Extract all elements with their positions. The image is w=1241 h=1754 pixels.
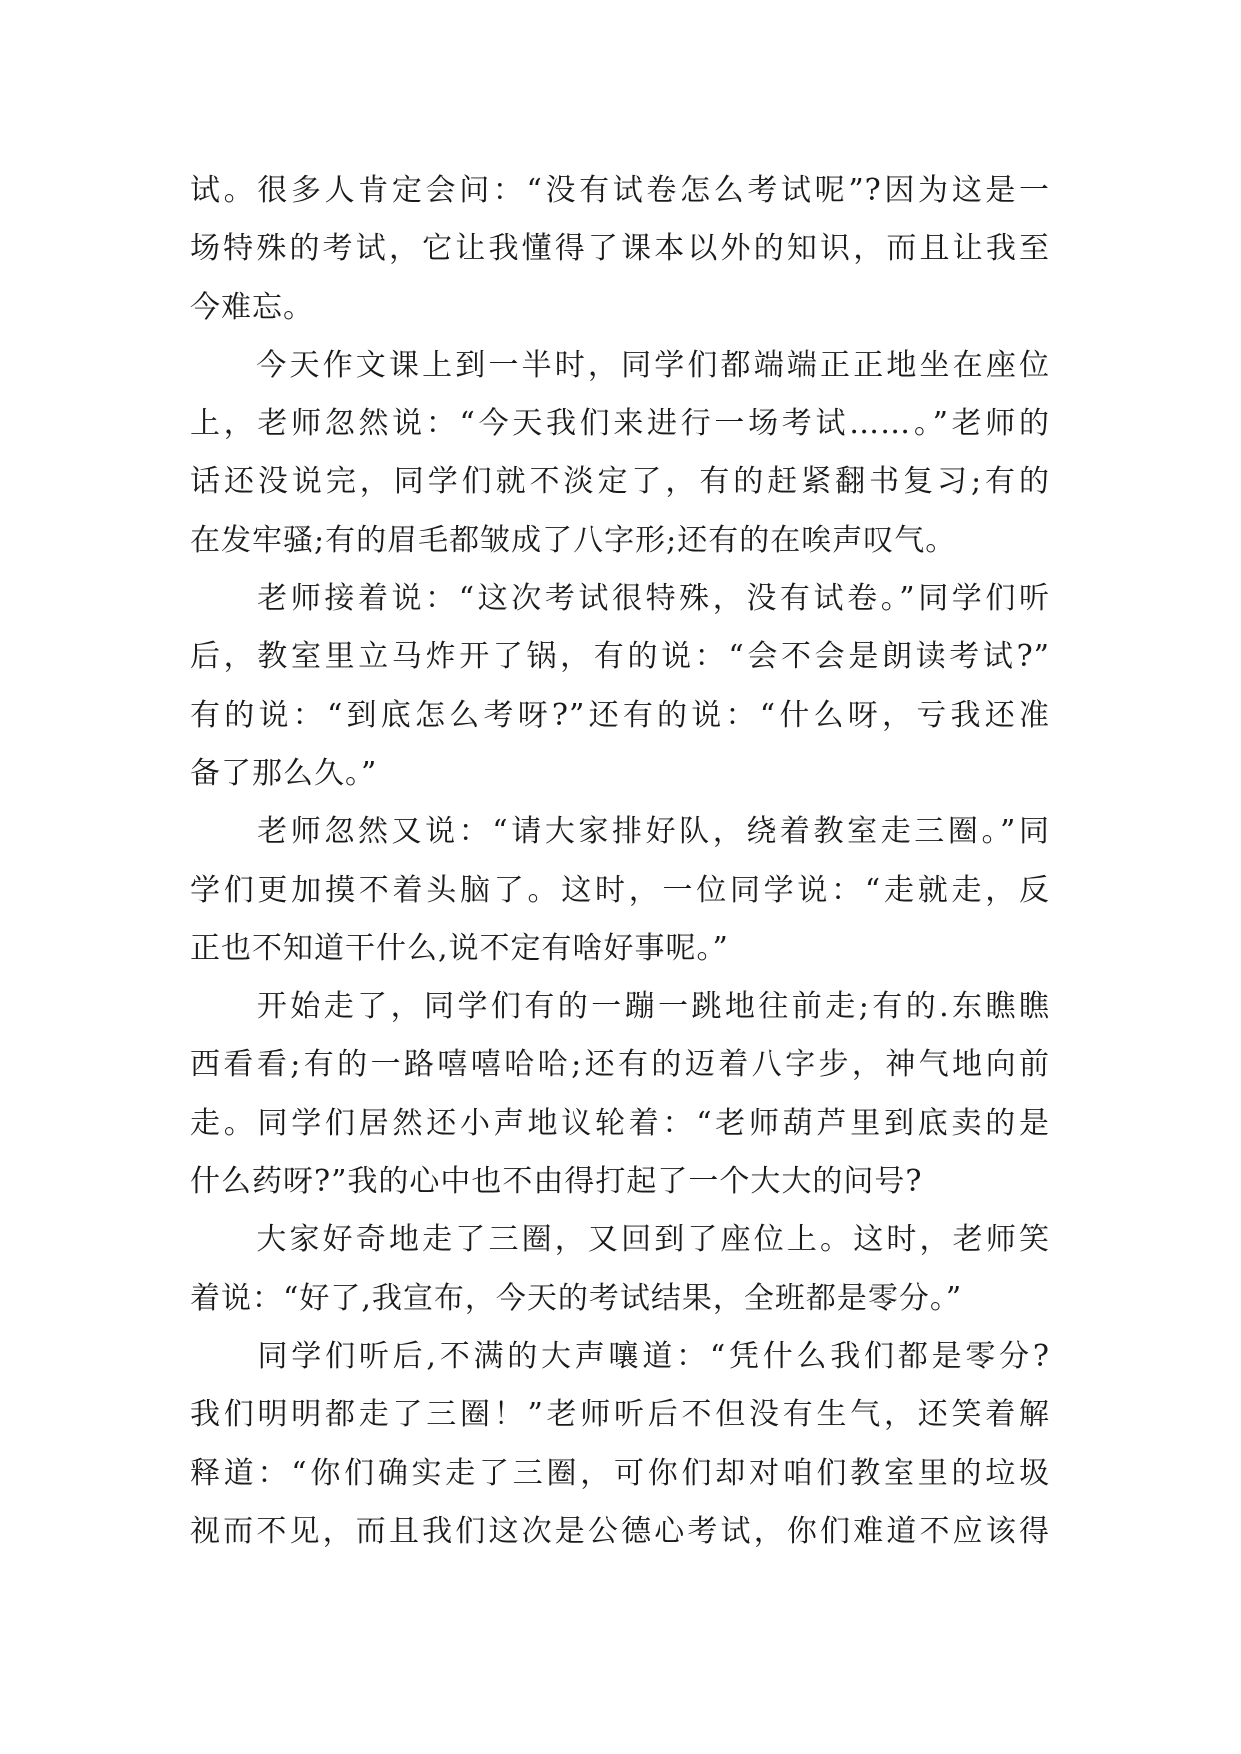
text-line: 上，老师忽然说：“今天我们来进行一场考试……。”老师的	[190, 406, 1050, 442]
text-line: 在发牢骚;有的眉毛都皱成了八字形;还有的在唉声叹气。	[190, 522, 957, 558]
text-line: 后，教室里立马炸开了锅，有的说：“会不会是朗读考试?”	[190, 639, 1050, 675]
text-line: 释道：“你们确实走了三圈，可你们却对咱们教室里的垃圾	[190, 1455, 1050, 1491]
text-line: 走。同学们居然还小声地议轮着：“老师葫芦里到底卖的是	[190, 1105, 1050, 1141]
text-line: 西看看;有的一路嘻嘻哈哈;还有的迈着八字步，神气地向前	[190, 1047, 1050, 1083]
text-line: 话还没说完，同学们就不淡定了，有的赶紧翻书复习;有的	[190, 464, 1050, 500]
text-line: 我们明明都走了三圈！”老师听后不但没有生气，还笑着解	[190, 1397, 1050, 1433]
text-line: 备了那么久。”	[190, 755, 378, 791]
text-line: 今天作文课上到一半时，同学们都端端正正地坐在座位	[190, 347, 1050, 383]
text-line: 场特殊的考试，它让我懂得了课本以外的知识，而且让我至	[190, 231, 1050, 267]
text-line: 视而不见，而且我们这次是公德心考试，你们难道不应该得	[190, 1513, 1050, 1549]
text-line: 试。很多人肯定会问：“没有试卷怎么考试呢”?因为这是一	[190, 173, 1050, 208]
text-line: 学们更加摸不着头脑了。这时，一位同学说：“走就走，反	[190, 872, 1050, 908]
essay-body	[190, 162, 1050, 1561]
text-line: 老师忽然又说：“请大家排好队，绕着教室走三圈。”同	[190, 814, 1050, 850]
text-line: 老师接着说：“这次考试很特殊，没有试卷。”同学们听	[190, 581, 1050, 617]
text-line: 着说：“好了,我宣布，今天的考试结果，全班都是零分。”	[190, 1280, 963, 1316]
text-line: 大家好奇地走了三圈，又回到了座位上。这时，老师笑	[190, 1222, 1050, 1258]
text-line: 有的说：“到底怎么考呀?”还有的说：“什么呀，亏我还准	[190, 697, 1050, 733]
text-line: 开始走了，同学们有的一蹦一跳地往前走;有的.东瞧瞧	[190, 989, 1050, 1025]
text-line: 什么药呀?”我的心中也不由得打起了一个大大的问号?	[190, 1164, 923, 1200]
text-line: 正也不知道干什么,说不定有啥好事呢。”	[190, 930, 729, 966]
text-line: 今难忘。	[190, 289, 314, 325]
text-line: 同学们听后,不满的大声嚷道：“凭什么我们都是零分?	[190, 1338, 1050, 1374]
